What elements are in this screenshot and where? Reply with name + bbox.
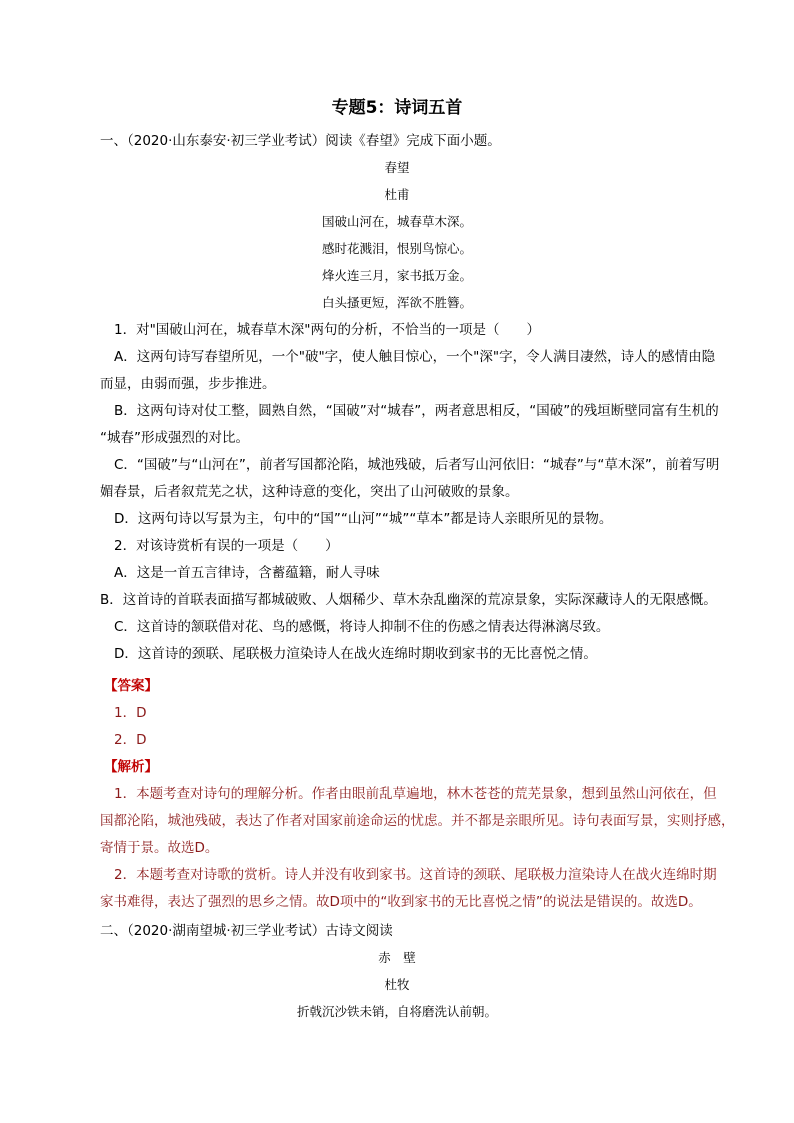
poem-line: 白头搔更短，浑欲不胜簪。 (321, 295, 472, 310)
section1-intro: 一、（2020·山东泰安·初三学业考试）阅读《春望》完成下面小题。 (100, 133, 501, 149)
poem-line: 国破山河在，城春草木深。 (321, 214, 472, 229)
poem-author: 杜甫 (384, 187, 410, 202)
analysis-paragraph: 1．本题考查对诗句的理解分析。作者由眼前乱草遍地，林木苍苍的荒芜景象，想到虽然山河依在，但 (114, 786, 717, 802)
question-2-option-d: D．这首诗的颈联、尾联极力渲染诗人在战火连绵时期收到家书的无比喜悦之情。 (114, 646, 597, 662)
question-2-option-a: A．这是一首五言律诗，含蓄蕴籍，耐人寻味 (114, 565, 380, 581)
question-1-option-c: C．“国破”与“山河在”，前者写国都沦陷，城池残破，后者写山河依旧：“城春”与“草木深”，前着写明 (114, 457, 720, 473)
question-1-option-d: D．这两句诗以写景为主，句中的“国”“山河”“城”“草本”都是诗人亲眼所见的景物。 (114, 511, 613, 527)
analysis-paragraph: 2．本题考查对诗歌的赏析。诗人并没有收到家书。这首诗的颈联、尾联极力渲染诗人在战火连绵时期 (114, 867, 717, 883)
poem-line: 折戟沉沙铁未销，自将磨洗认前朝。 (296, 1004, 497, 1019)
question-2-stem: 2．对该诗赏析有误的一项是（ ） (114, 538, 339, 554)
analysis-paragraph-cont: 寄情于景。故选D。 (100, 840, 219, 856)
poem-line: 感时花溅泪，恨别鸟惊心。 (321, 241, 472, 256)
answer-tag: 【答案】 (104, 678, 158, 694)
question-1-option-a: A．这两句诗写春望所见，一个"破"字，使人触目惊心，一个"深"字，令人满目凄然，诗人的感情由隐 (114, 349, 716, 365)
analysis-paragraph-cont: 国都沦陷，城池残破，表达了作者对国家前途命运的忧虑。并不都是亲眼所见。诗句表面写景，实则抒感， (100, 813, 735, 829)
question-1-option-b-cont: “城春”形成强烈的对比。 (100, 430, 249, 446)
section2-intro: 二、（2020·湖南望城·初三学业考试）古诗文阅读 (100, 923, 393, 939)
answer-item: 2．D (114, 732, 147, 748)
page-title: 专题5：诗词五首 (331, 98, 463, 118)
answer-item: 1．D (114, 705, 147, 721)
analysis-tag: 【解析】 (104, 759, 158, 775)
question-2-option-b: B．这首诗的首联表面描写都城破败、人烟稀少、草木杂乱幽深的荒凉景象，实际深藏诗人的无限感慨。 (100, 592, 717, 608)
question-2-option-c: C．这首诗的颔联借对花、鸟的感慨，将诗人抑制不住的伤感之情表达得淋漓尽致。 (114, 619, 610, 635)
poem-line: 烽火连三月，家书抵万金。 (321, 268, 472, 283)
poem-author: 杜牧 (384, 977, 410, 992)
question-1-option-b: B．这两句诗对仗工整，圆熟自然，“国破”对“城春”，两者意思相反，“国破”的残垣断壁同富有生机的 (114, 403, 719, 419)
poem-title: 春望 (384, 160, 410, 175)
poem-title: 赤 壁 (378, 950, 416, 965)
analysis-paragraph-cont: 家书难得，表达了强烈的思乡之情。故D项中的“收到家书的无比喜悦之情”的说法是错误的。故选D。 (100, 894, 702, 910)
question-1-option-a-cont: 而显，由弱而强，步步推进。 (100, 376, 276, 392)
question-1-option-c-cont: 媚春景，后者叙荒芜之状，这种诗意的变化，突出了山河破败的景象。 (100, 484, 519, 500)
question-1-stem: 1．对"国破山河在，城春草木深"两句的分析，不恰当的一项是（ ） (114, 322, 541, 338)
